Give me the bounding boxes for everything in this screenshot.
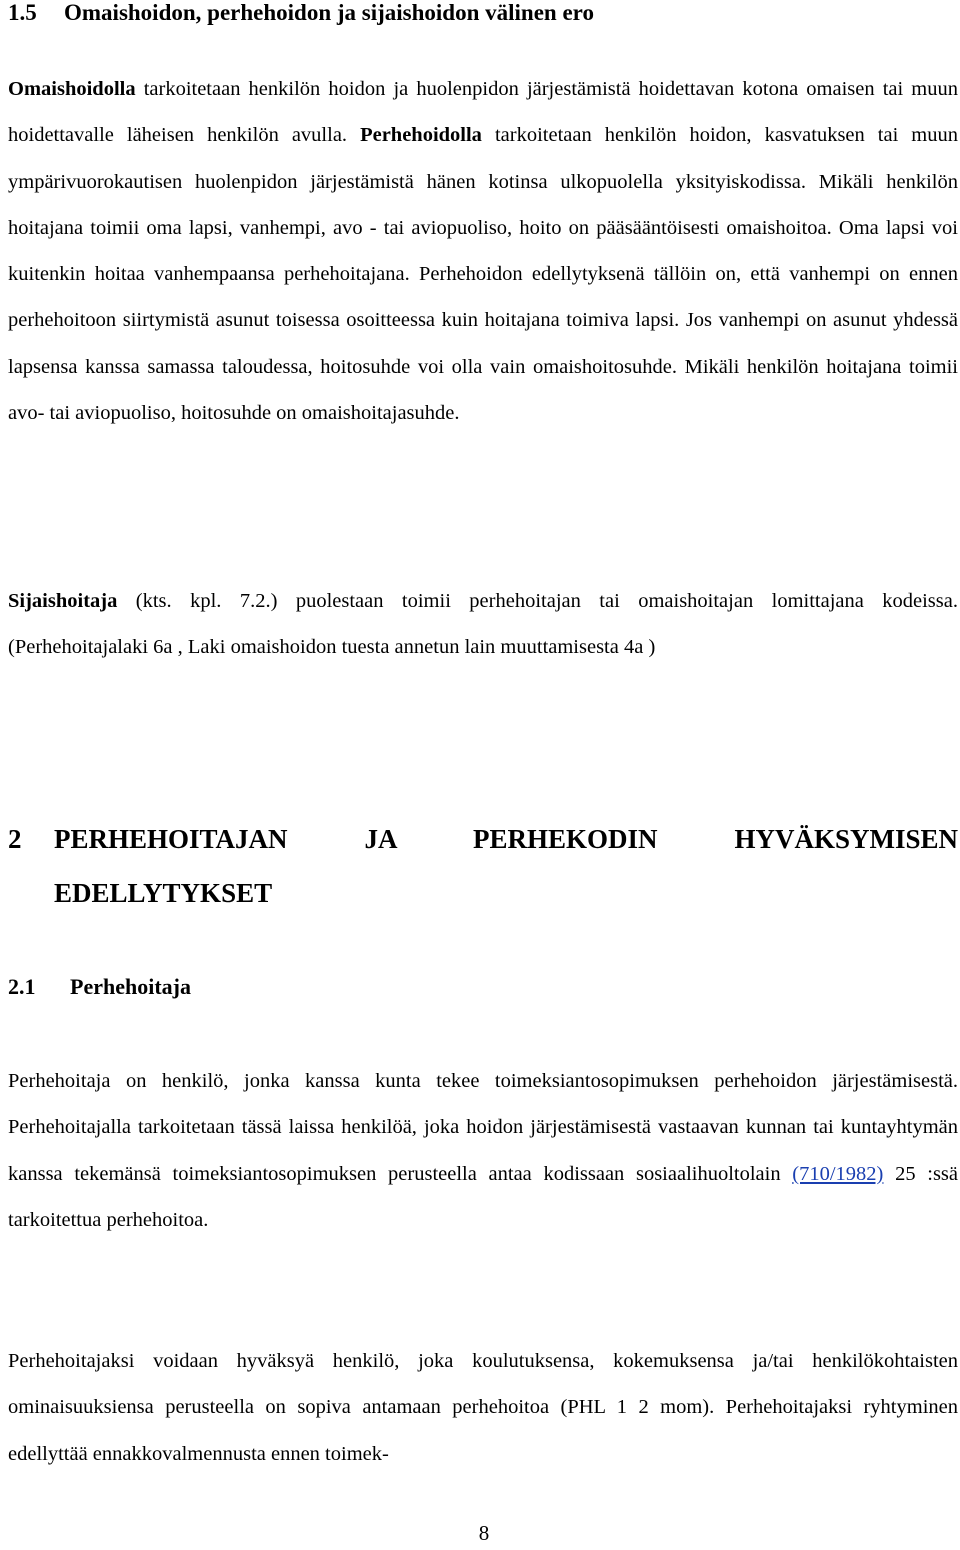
paragraph-perhehoitaja-requirements — [8, 1338, 958, 1477]
paragraph-omaishoito — [8, 66, 958, 436]
section-number: 2.1 — [8, 974, 36, 999]
term-sijaishoitaja: Sijaishoitaja — [8, 590, 118, 612]
paragraph-sijaishoitaja — [8, 578, 958, 671]
paragraph-text: tarkoitetaan henkilön hoidon, kasvatuksen tai muun ympärivuorokautisen huolenpidon järjestämistä hänen kotinsa ulkopuolella yksityiskodissa. Mikäli henkilön hoitajana toimii oma lapsi, vanhempi, avo - tai aviopuoliso, hoito on pääsääntöisesti omaishoitoa. Oma lapsi voi kuitenkin hoitaa vanhempaansa perhehoitajana. Perhehoidon edellytyksenä tällöin on, että vanhempi on ennen perhehoitoon siirtymistä asunut toisessa osoitteessa kuin hoitajana toimiva lapsi. Jos vanhempi on asunut yhdessä lapsensa kanssa samassa taloudessa, hoitosuhde voi olla vain omaishoitosuhde. Mikäli henkilön hoitajana toimii avo- tai aviopuoliso, hoitosuhde on omaishoitajasuhde. — [8, 124, 958, 425]
term-omaishoidolla: Omaishoidolla — [8, 78, 136, 100]
paragraph-text: Perhehoitajaksi voidaan hyväksyä henkilö, joka koulutuksensa, kokemuksensa ja/tai henkilökohtaisten ominaisuuksiensa perusteella on sopiva antamaan perhehoitoa (PHL 1 2 mom). Perhehoitajaksi ryhtyminen edellyttää ennakkovalmennusta ennen toimek- — [8, 1350, 958, 1465]
chapter-number: 2 — [8, 824, 22, 854]
section-heading-2-1 — [8, 972, 608, 1002]
chapter-title: PERHEHOITAJAN JA PERHEKODIN HYVÄKSYMISEN EDELLYTYKSET — [54, 824, 958, 908]
page-number: 8 — [478, 1521, 490, 1545]
section-title: Perhehoitaja — [70, 974, 191, 999]
paragraph-perhehoitaja-definition — [8, 1058, 958, 1243]
paragraph-text: tarkoitetaan henkilön hoidon ja huolenpidon järjestämistä hoidettavan kotona omaisen tai muun hoidettavalle läheisen henkilön avulla. — [8, 78, 958, 147]
term-perhehoidolla: Perhehoidolla — [360, 124, 482, 147]
section-number: 1.5 — [8, 0, 37, 25]
section-heading-1-5 — [8, 0, 948, 30]
law-reference-link[interactable]: (710/1982) — [792, 1162, 884, 1185]
paragraph-text: (kts. kpl. 7.2.) puolestaan toimii perhehoitajan tai omaishoitajan lomittajana kodeissa. (Perhehoitajalaki 6a , Laki omaishoidon tuesta annetun lain muuttamisesta 4a ) — [8, 590, 958, 659]
paragraph-text: Perhehoitaja on henkilö, jonka kanssa kunta tekee toimeksiantosopimuksen perhehoidon järjestämisestä. Perhehoitajalla tarkoitetaan tässä laissa henkilöä, joka hoidon järjestämisestä vastaavan kunnan tai kuntayhtymän kanssa tekemänsä toimeksiantosopimuksen perusteella antaa kodissaan sosiaalihuoltolain — [8, 1070, 958, 1185]
paragraph-text: 25 :ssä tarkoitettua perhehoitoa. — [8, 1162, 959, 1231]
section-title: Omaishoidon, perhehoidon ja sijaishoidon välinen ero — [64, 0, 594, 25]
